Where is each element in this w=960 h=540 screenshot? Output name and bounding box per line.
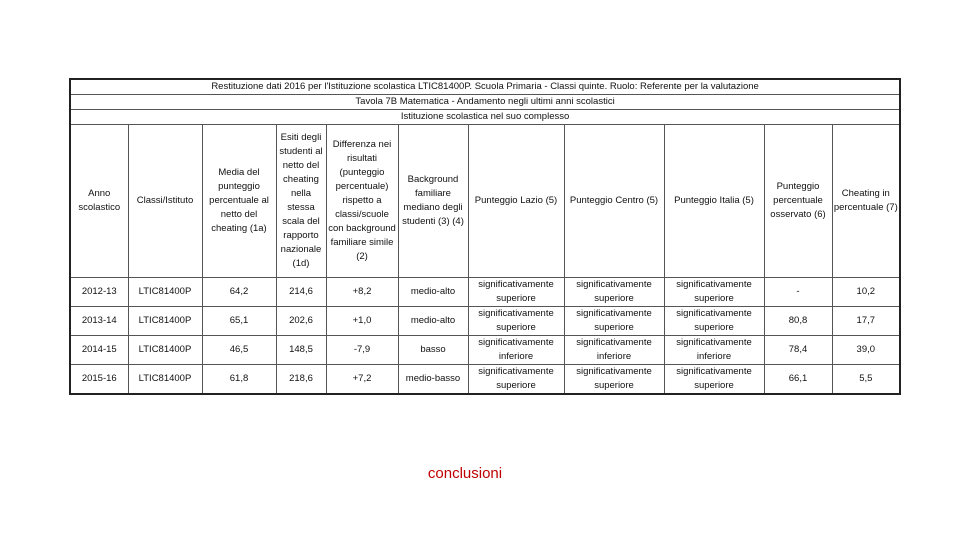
sig-word: significativamente	[576, 366, 652, 377]
results-table	[69, 78, 901, 395]
col-header-background: Background familiare mediano degli studenti (3) (4)	[398, 125, 468, 278]
cell-osservato: 66,1	[764, 365, 832, 395]
cell-italia	[664, 336, 764, 365]
cell-anno: 2014-15	[70, 336, 128, 365]
cell-esiti: 214,6	[276, 278, 326, 307]
sig-word: significativamente	[676, 337, 752, 348]
cell-centro	[564, 365, 664, 395]
col-header-anno: Anno scolastico	[70, 125, 128, 278]
cell-background: medio-alto	[398, 307, 468, 336]
sig-direction: superiore	[694, 293, 734, 304]
table-row	[70, 278, 900, 307]
report-title: Restituzione dati 2016 per l'Istituzione scolastica LTIC81400P. Scuola Primaria - Classi quinte. Ruolo: Referente per la valutazione	[70, 79, 900, 95]
cell-centro	[564, 278, 664, 307]
cell-media: 65,1	[202, 307, 276, 336]
cell-background: medio-basso	[398, 365, 468, 395]
sig-word: significativamente	[576, 279, 652, 290]
col-header-lazio: Punteggio Lazio (5)	[468, 125, 564, 278]
cell-classe: LTIC81400P	[128, 278, 202, 307]
sig-word: significativamente	[676, 366, 752, 377]
cell-classe: LTIC81400P	[128, 336, 202, 365]
col-header-classi: Classi/Istituto	[128, 125, 202, 278]
header-row	[70, 125, 900, 278]
cell-centro	[564, 307, 664, 336]
cell-differenza: -7,9	[326, 336, 398, 365]
cell-lazio	[468, 336, 564, 365]
sig-direction: inferiore	[696, 351, 732, 362]
cell-osservato: 80,8	[764, 307, 832, 336]
cell-osservato: -	[764, 278, 832, 307]
sig-word: significativamente	[676, 279, 752, 290]
cell-media: 64,2	[202, 278, 276, 307]
sig-direction: superiore	[594, 380, 634, 391]
sig-word: significativamente	[478, 337, 554, 348]
cell-background: basso	[398, 336, 468, 365]
col-header-differenza: Differenza nei risultati (punteggio percentuale) rispetto a classi/scuole con background familiare simile (2)	[326, 125, 398, 278]
cell-lazio	[468, 278, 564, 307]
cell-cheating: 5,5	[832, 365, 900, 395]
sig-word: significativamente	[478, 279, 554, 290]
cell-esiti: 202,6	[276, 307, 326, 336]
cell-lazio	[468, 307, 564, 336]
cell-media: 61,8	[202, 365, 276, 395]
cell-lazio	[468, 365, 564, 395]
sig-word: significativamente	[576, 337, 652, 348]
sig-direction: inferiore	[498, 351, 534, 362]
cell-italia	[664, 278, 764, 307]
cell-italia	[664, 307, 764, 336]
sig-direction: superiore	[496, 322, 536, 333]
sig-word: significativamente	[478, 366, 554, 377]
sig-direction: superiore	[694, 322, 734, 333]
table-title: Tavola 7B Matematica - Andamento negli ultimi anni scolastici	[70, 95, 900, 110]
cell-classe: LTIC81400P	[128, 307, 202, 336]
cell-anno: 2015-16	[70, 365, 128, 395]
cell-differenza: +1,0	[326, 307, 398, 336]
cell-anno: 2013-14	[70, 307, 128, 336]
cell-differenza: +8,2	[326, 278, 398, 307]
cell-esiti: 148,5	[276, 336, 326, 365]
cell-esiti: 218,6	[276, 365, 326, 395]
sig-direction: superiore	[594, 322, 634, 333]
cell-cheating: 39,0	[832, 336, 900, 365]
table-row	[70, 307, 900, 336]
cell-background: medio-alto	[398, 278, 468, 307]
sig-direction: superiore	[594, 293, 634, 304]
col-header-cheating: Cheating in percentuale (7)	[832, 125, 900, 278]
conclusions-link[interactable]: conclusioni	[427, 465, 503, 482]
sig-word: significativamente	[576, 308, 652, 319]
sig-direction: superiore	[496, 293, 536, 304]
cell-cheating: 10,2	[832, 278, 900, 307]
cell-cheating: 17,7	[832, 307, 900, 336]
sig-word: significativamente	[478, 308, 554, 319]
cell-italia	[664, 365, 764, 395]
col-header-esiti: Esiti degli studenti al netto del cheating nella stessa scala del rapporto nazionale (1d)	[276, 125, 326, 278]
col-header-centro: Punteggio Centro (5)	[564, 125, 664, 278]
col-header-osservato: Punteggio percentuale osservato (6)	[764, 125, 832, 278]
sig-direction: superiore	[694, 380, 734, 391]
cell-centro	[564, 336, 664, 365]
col-header-italia: Punteggio Italia (5)	[664, 125, 764, 278]
col-header-media: Media del punteggio percentuale al netto del cheating (1a)	[202, 125, 276, 278]
cell-anno: 2012-13	[70, 278, 128, 307]
sig-word: significativamente	[676, 308, 752, 319]
sig-direction: inferiore	[596, 351, 632, 362]
cell-osservato: 78,4	[764, 336, 832, 365]
table-row	[70, 365, 900, 395]
cell-differenza: +7,2	[326, 365, 398, 395]
table-row	[70, 336, 900, 365]
cell-media: 46,5	[202, 336, 276, 365]
cell-classe: LTIC81400P	[128, 365, 202, 395]
sig-direction: superiore	[496, 380, 536, 391]
table-subtitle: Istituzione scolastica nel suo complesso	[70, 110, 900, 125]
